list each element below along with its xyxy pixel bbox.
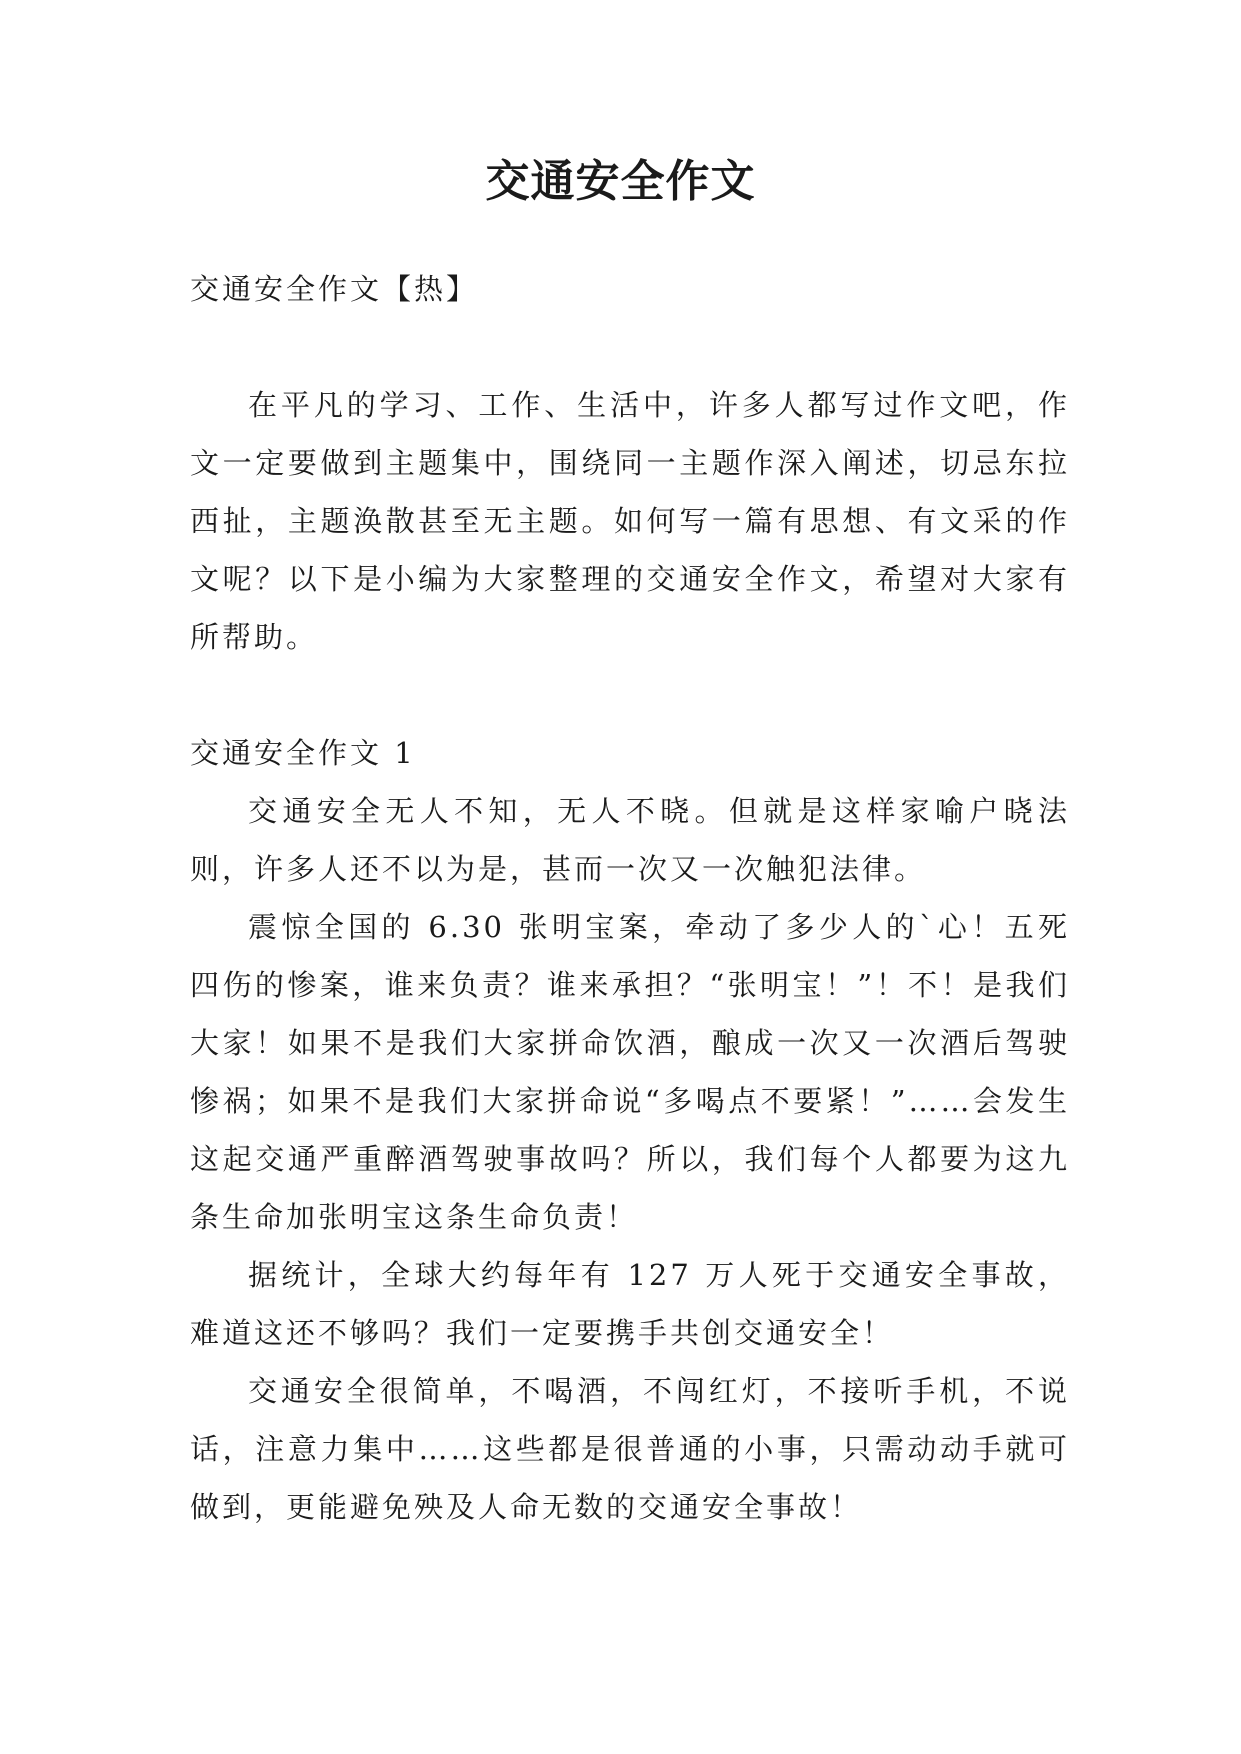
body-paragraph: 震惊全国的 6.30 张明宝案，牵动了多少人的`心！五死四伤的惨案，谁来负责？谁来承担？“张明宝！”！不！是我们大家！如果不是我们大家拼命饮酒，酿成一次又一次酒后驾驶惨祸；如果不是我们大家拼命说“多喝点不要紧！”……会发生这起交通严重醉酒驾驶事故吗？所以，我们每个人都要为这九条生命加张明宝这条生命负责！: [190, 910, 1070, 1234]
spacer: [190, 666, 1070, 724]
body-paragraph: 交通安全无人不知，无人不晓。但就是这样家喻户晓法则，许多人还不以为是，甚而一次又一次触犯法律。: [190, 794, 1070, 886]
intro-paragraph: 在平凡的学习、工作、生活中，许多人都写过作文吧，作文一定要做到主题集中，围绕同一主题作深入阐述，切忌东拉西扯，主题涣散甚至无主题。如何写一篇有思想、有文采的作文呢？以下是小编为大家整理的交通安全作文，希望对大家有所帮助。: [190, 388, 1070, 654]
spacer: [190, 318, 1070, 376]
document-body: [190, 260, 1070, 1536]
body-paragraph: 交通安全很简单，不喝酒，不闯红灯，不接听手机，不说话，注意力集中……这些都是很普通的小事，只需动动手就可做到，更能避免殃及人命无数的交通安全事故！: [190, 1374, 1070, 1524]
document-subtitle: 交通安全作文【热】: [190, 272, 479, 306]
page-title: 交通安全作文: [485, 156, 756, 207]
essay-heading: 交通安全作文 1: [190, 736, 416, 770]
body-paragraph: 据统计，全球大约每年有 127 万人死于交通安全事故，难道这还不够吗？我们一定要携手共创交通安全！: [190, 1258, 1070, 1350]
